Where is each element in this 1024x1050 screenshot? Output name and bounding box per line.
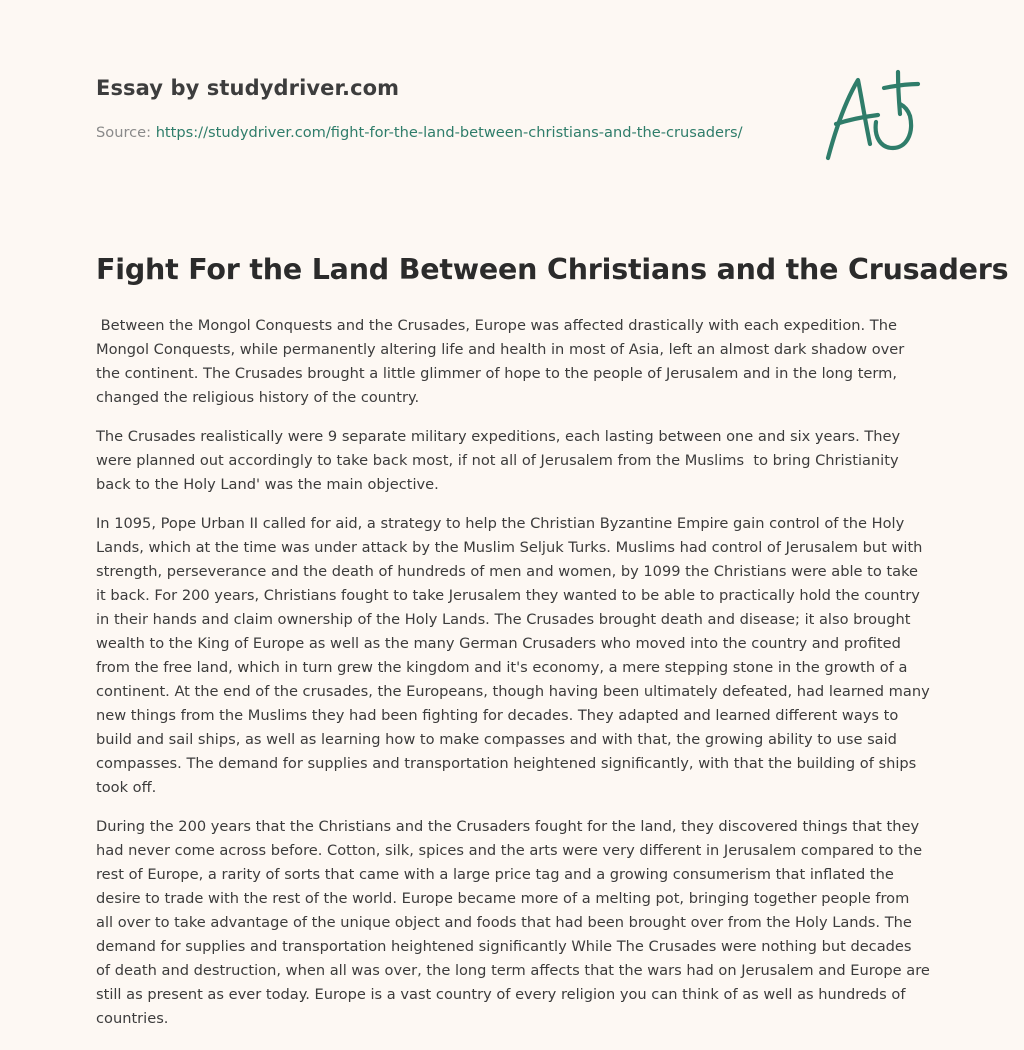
source-label: Source: [96, 124, 152, 141]
source-line [96, 124, 743, 141]
essay-paragraph: The Crusades realistically were 9 separate military expeditions, each lasting between one and six years. They were planned out accordingly to take back most, if not all of Jerusalem from the Muslims to bring Christianity back to the Holy Land' was the main objective. [96, 428, 905, 493]
essay-title: Fight For the Land Between Christians and the Crusaders [96, 253, 1009, 286]
source-link[interactable]: https://studydriver.com/fight-for-the-land-between-christians-and-the-crusaders/ [155, 124, 743, 141]
essay-body [96, 314, 935, 1046]
essay-paragraph: In 1095, Pope Urban II called for aid, a strategy to help the Christian Byzantine Empire gain control of the Holy Lands, which at the time was under attack by the Muslim Seljuk Turks. Muslims had control of Jerusalem but with strength, perseverance and the death of hundreds of men and women, by 1099 the Christians were able to take it back. For 200 years, Christians fought to take Jerusalem they wanted to be able to practically hold the country in their hands and claim ownership of the Holy Lands. The Crusades brought death and disease; it also brought wealth to the King of Europe as well as the many German Crusaders who moved into the country and profited from the free land, which in turn grew the kingdom and it's economy, a mere stepping stone in the growth of a continent. At the end of the crusades, the Europeans, though having been ultimately defeated, had learned many new things from the Muslims they had been fighting for decades. They adapted and learned different ways to build and sail ships, as well as learning how to make compasses and with that, the growing ability to use said compasses. The demand for supplies and transportation heightened significantly, with that the building of ships took off. [96, 515, 935, 796]
essay-paragraph: During the 200 years that the Christians and the Crusaders fought for the land, they discovered things that they had never come across before. Cotton, silk, spices and the arts were very different in Jerusalem compared to the rest of Europe, a rarity of sorts that came with a large price tag and a growing consumerism that inflated the desire to trade with the rest of the world. Europe became more of a melting pot, bringing together people from all over to take advantage of the unique object and foods that had been brought over from the Holy Lands. The demand for supplies and transportation heightened significantly While The Crusades were nothing but decades of death and destruction, when all was over, the long term affects that the wars had on Jerusalem and Europe are still as present as ever today. Europe is a vast country of every religion you can think of as well as hundreds of countries. [96, 818, 935, 1027]
site-title: Essay by studydriver.com [96, 76, 400, 100]
a-plus-grade-icon [818, 66, 930, 170]
essay-paragraph: Between the Mongol Conquests and the Crusades, Europe was affected drastically with each expedition. The Mongol Conquests, while permanently altering life and health in most of Asia, left an almost dark shadow over the continent. The Crusades brought a little glimmer of hope to the people of Jerusalem and in the long term, changed the religious history of the country. [96, 317, 909, 406]
